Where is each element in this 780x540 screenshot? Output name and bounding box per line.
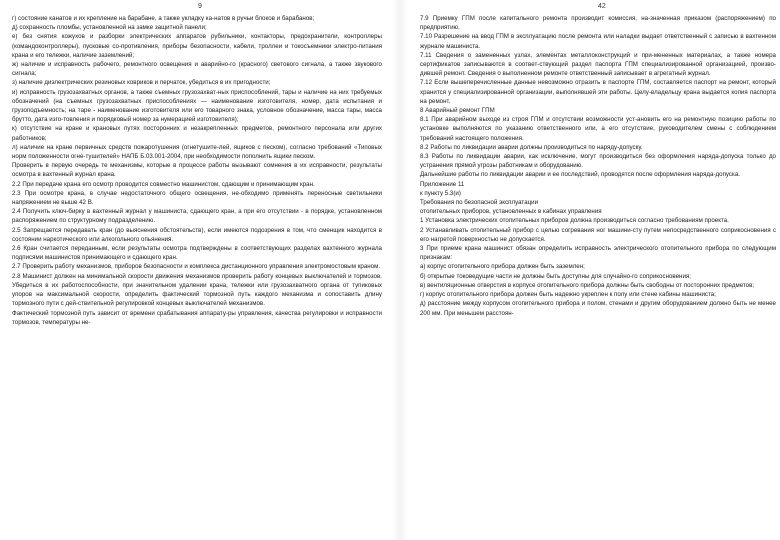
right-paragraph: 8.3 Работы по ликвидации аварии, как исключение, могут производиться без оформления наряда-допуска только до устранения прямой угрозы работникам и оборудованию. [420, 153, 776, 170]
left-paragraph: е) без снятия кожухов и разборки электрических аппаратов рубильники, контакторы, предохранители, контроллеры (командоконтроллеры), пусковые со-противления, приборы безопасности, кабели, троллеи и токосъемники электро-питания крана и его тележки, наличие заземлений; [12, 33, 382, 59]
right-paragraph: 7.11 Сведения о замененных узлах, элементах металлоконструкций и при-мененных материалах, а также номера сертификатов записываются в соответ-ствующий раздел паспорта ГПМ специализированной организацией, произво-дившей ремонт. Сведения о выполненном ремонте ответственный записывает в агрегатный журнал. [420, 51, 776, 78]
right-paragraph: Дальнейшие работы по ликвидации аварии и ее последствий, проводятся после оформления наряда-допуска. [420, 171, 741, 179]
right-page-body [420, 14, 776, 318]
left-paragraph: 2.4 Получить ключ-бирку в вахтенный журнал у машиниста, сдающего кран, а при его отсутствии - в порядке, установленном распоряжением по структурному подразделению. [12, 208, 382, 225]
right-paragraph: г) корпус отопительного прибора должен быть надежно укреплен к полу или стене кабины машиниста; [420, 291, 716, 299]
left-paragraph: к) отсутствие на кране и крановых путях посторонних и незакрепленных предметов, ремонтного персонала или других работников; [12, 125, 382, 142]
left-paragraph: 2.8 Машинист должен на минимальной скорости движения механизмов проверить работу концевых выключателей и тормозов. Убедиться в их работоспособности, при значительном удалении крана, тележки или грузозахватного органа от тупиковых упоров на максимальной скорости, определить фактический тормозной путь каждого механизма и сопоставить длину тормозного пути с дей-ствительной регулировкой концевых выключателей механизмов. [12, 272, 382, 308]
left-paragraph: 2.2 При передаче крана его осмотр проводится совместно машинистом, сдающим и принимающим кран. [12, 180, 315, 188]
right-paragraph: в) вентиляционные отверстия в корпусе отопительного прибора должны быть свободны от посторонних предметов; [420, 281, 755, 289]
section-heading: 8 Аварийный ремонт ГПМ [420, 107, 495, 115]
appendix-subheading: отопительных приборов, установленных в кабинах управления [420, 208, 602, 216]
left-paragraph: з) наличие диэлектрических резиновых ковриков и перчаток, убедиться в их пригодности; [12, 79, 271, 87]
right-paragraph: 2 Устанавливать отопительный прибор с целью согревания ног машини-сту путем непосредственного соприкосновения с его нагретой поверхностью не допускается. [420, 226, 776, 243]
left-page-number: 9 [198, 3, 202, 10]
left-paragraph: 2.3 При осмотре крана, в случае недостаточного общего освещения, не-обходимо применять переносные светильники напряжением не выше 42 В. [12, 189, 382, 207]
appendix-heading: Требования по безопасной эксплуатации [420, 199, 539, 207]
left-paragraph: Проверить в первую очередь те механизмы, которые в процессе работы вызывают сомнения в их исправности, результаты осмотра в вахтенный журнал крана. [12, 162, 382, 179]
left-paragraph: 2.5 Запрещается передавать кран (до выяснения обстоятельств), если имеются подозрения в том, что сменщик находится в состоянии наркотического или алкогольного опьянения. [12, 226, 382, 243]
left-paragraph: 2.6 Кран считается переданным, если результаты осмотра подтверждены в соответствующих разделах вахтенного журнала подписями машинистов принимающего и сдающего кран. [12, 245, 382, 262]
left-paragraph: ж) наличие и исправность рабочего, ремонтного освещения и аварийно-го (красного) светового сигнала, а также звукового сигнала; [12, 61, 382, 78]
left-paragraph: и) исправность грузозахватных органов, а также съемных грузозахват-ных приспособлений, тары и наличие на них требуемых обозначений (на съемных грузозахватных приспособлениях — наименование изготовителя, номер, дата испытания и грузоподъемность; на таре - наименование изготовителя или его товарного знака, условное обозначение, масса тары, масса брутто, дата изго-товления и порядковый номер за нумерацией изготовителя); [12, 88, 382, 124]
left-paragraph: г) состояние канатов и их крепление на барабане, а также укладку ка-натов в ручьи блоков и барабанов; [12, 15, 315, 22]
right-paragraph: 8.1 При аварийном выходе из строя ГПМ и отсутствии возможности уст-ановить его на ремонтную позицию работы по установке выполняются по указанию ответственного или, а его отсутствие, руководителем смены с соблюдением требований настоящего положения. [420, 116, 776, 142]
right-paragraph: 3 При приеме крана машинист обязан определить исправность электрического отопительного прибора по следующим признакам: [420, 245, 776, 262]
appendix-reference: к пункту 5.3(и) [420, 189, 461, 197]
left-paragraph: л) наличие на кране первичных средств пожаротушения (огнетушите-лей, ящиков с песком), согласно требований «Типовых норм положенности огне-тушителей» НАПБ Б.03.001-2004, при необходимости пополнить ящики песком. [12, 143, 382, 161]
left-page [0, 0, 388, 540]
right-paragraph: 1 Установка электрических отопительных приборов должна производиться согласно требованиям проекта. [420, 217, 729, 225]
right-paragraph: 7.12 Если вышеперечисленные данные невозможно отразить в паспорте ГПМ, составляется паспорт на ремонт, который хранится у специализированной организации, выполнявшей эти работы. Целу-владельцу крана выдается копия паспорта на ремонт. [420, 79, 776, 105]
appendix-title: Приложение 11 [420, 180, 465, 188]
left-page-body [12, 14, 382, 327]
right-paragraph: а) корпус отопительного прибора должен быть заземлен; [420, 263, 585, 271]
page-gutter [392, 0, 408, 540]
right-paragraph: 7.9 Приемку ГПМ после капитального ремонта производит комиссия, на-значенная приказом (распоряжением) по предприятию. [420, 15, 776, 32]
right-paragraph: д) расстояние между корпусом отопительного прибора и полом, стенами и другим оборудованием должно быть не менее 200 мм. При меньшем расстоян- [420, 300, 776, 317]
right-page [412, 0, 780, 540]
left-paragraph: д) сохранность пломбы, установленной на замке защитной панели; [12, 24, 207, 32]
left-paragraph: Фактический тормозной путь зависит от времени срабатывания аппарату-ры управления, качества регулировки и исправности тормозов, температуры не- [12, 309, 382, 326]
right-paragraph: 7.10 Разрешение на ввод ГПМ в эксплуатацию после ремонта или наладки выдает ответственный с записью в вахтенном журнале машиниста. [420, 33, 776, 50]
right-page-number: 42 [598, 3, 606, 10]
left-paragraph: 2.7 Проверить работу механизмов, приборов безопасности и комплекса дистанционного управления электромостовым краном. [12, 263, 381, 271]
right-paragraph: б) открытые токоведущие части не должны быть доступны для случайно-го соприкосновения; [420, 272, 691, 280]
right-paragraph: 8.2 Работы по ликвидации аварии должны производиться по наряду-допуску. [420, 143, 643, 151]
